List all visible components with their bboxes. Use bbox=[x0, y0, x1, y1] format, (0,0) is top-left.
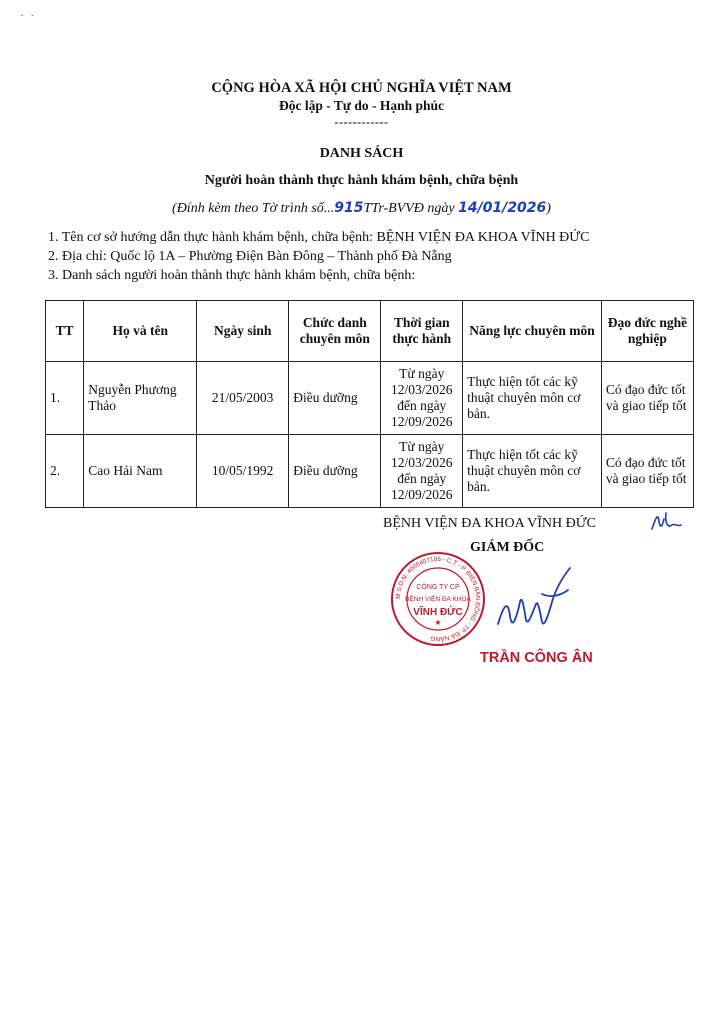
list-intro-line: 3. Danh sách người hoàn thành thực hành khám bệnh, chữa bệnh: bbox=[48, 268, 416, 283]
seal-line-3: VĨNH ĐỨC bbox=[413, 607, 463, 618]
cell-title: Điều dưỡng bbox=[289, 362, 381, 435]
signature-position: GIÁM ĐỐC bbox=[470, 540, 545, 555]
cell-skill: Thực hiện tốt các kỹ thuật chuyên môn cơ bản. bbox=[463, 435, 602, 508]
cell-dob: 21/05/2003 bbox=[197, 362, 289, 435]
header-time: Thời gian thực hành bbox=[381, 301, 463, 362]
header-tt: TT bbox=[46, 301, 84, 362]
attach-suffix: ) bbox=[546, 201, 551, 216]
cell-name: Nguyễn Phương Thảo bbox=[84, 362, 197, 435]
cell-skill: Thực hiện tốt các kỹ thuật chuyên môn cơ bản. bbox=[463, 362, 602, 435]
trainee-table bbox=[45, 300, 694, 508]
header-skill: Năng lực chuyên môn bbox=[463, 301, 602, 362]
header-name: Họ và tên bbox=[84, 301, 197, 362]
header-ethics: Đạo đức nghề nghiệp bbox=[601, 301, 693, 362]
cell-tt: 1. bbox=[46, 362, 84, 435]
attach-date: 14/01/2026 bbox=[458, 200, 547, 216]
attach-prefix: (Đính kèm theo Tờ trình số... bbox=[172, 201, 335, 216]
signature-hospital: BỆNH VIỆN ĐA KHOA VĨNH ĐỨC bbox=[383, 516, 596, 531]
facility-name-line: 1. Tên cơ sở hướng dẫn thực hành khám bệnh, chữa bệnh: BỆNH VIỆN ĐA KHOA VĨNH ĐỨC bbox=[48, 230, 590, 245]
header-separator: ------------ bbox=[334, 115, 389, 129]
cell-ethics: Có đạo đức tốt và giao tiếp tốt bbox=[601, 435, 693, 508]
cell-ethics: Có đạo đức tốt và giao tiếp tốt bbox=[601, 362, 693, 435]
cell-name: Cao Hải Nam bbox=[84, 435, 197, 508]
signer-name: TRẦN CÔNG ÂN bbox=[480, 650, 593, 666]
scan-marks: · · bbox=[20, 10, 37, 22]
seal-star-icon: ★ bbox=[434, 618, 442, 627]
table-row bbox=[46, 362, 694, 435]
document-title: DANH SÁCH bbox=[319, 146, 404, 161]
cell-tt: 2. bbox=[46, 435, 84, 508]
seal-outer-text: M.S.D.N: 4000407106 - C.T - P. ĐIỆN BÀN ĐÔNG - TP. ĐÀ NẴNG bbox=[394, 555, 482, 643]
attachment-reference bbox=[0, 200, 723, 217]
initial-signature-icon bbox=[648, 507, 684, 537]
cell-title: Điều dưỡng bbox=[289, 435, 381, 508]
attach-mid: TTr-BVVĐ ngày bbox=[363, 201, 459, 216]
director-signature-icon bbox=[490, 564, 590, 644]
header-title: Chức danh chuyên môn bbox=[289, 301, 381, 362]
attach-number: 915 bbox=[334, 200, 364, 216]
cell-time: Từ ngày 12/03/2026 đến ngày 12/09/2026 bbox=[381, 435, 463, 508]
cell-time: Từ ngày 12/03/2026 đến ngày 12/09/2026 bbox=[381, 362, 463, 435]
national-title: CỘNG HÒA XÃ HỘI CHỦ NGHĨA VIỆT NAM bbox=[211, 80, 512, 96]
facility-address-line: 2. Địa chỉ: Quốc lộ 1A – Phường Điện Bàn Đông – Thành phố Đà Nẵng bbox=[48, 249, 452, 264]
document-subtitle: Người hoàn thành thực hành khám bệnh, chữa bệnh bbox=[204, 173, 519, 188]
table-row bbox=[46, 435, 694, 508]
header-dob: Ngày sinh bbox=[197, 301, 289, 362]
national-motto: Độc lập - Tự do - Hạnh phúc bbox=[278, 98, 445, 113]
cell-dob: 10/05/1992 bbox=[197, 435, 289, 508]
company-seal-stamp bbox=[390, 551, 486, 647]
seal-line-1: CÔNG TY CP bbox=[416, 584, 460, 591]
table-header-row bbox=[46, 301, 694, 362]
seal-line-2: BỆNH VIỆN ĐA KHOA bbox=[405, 596, 471, 603]
